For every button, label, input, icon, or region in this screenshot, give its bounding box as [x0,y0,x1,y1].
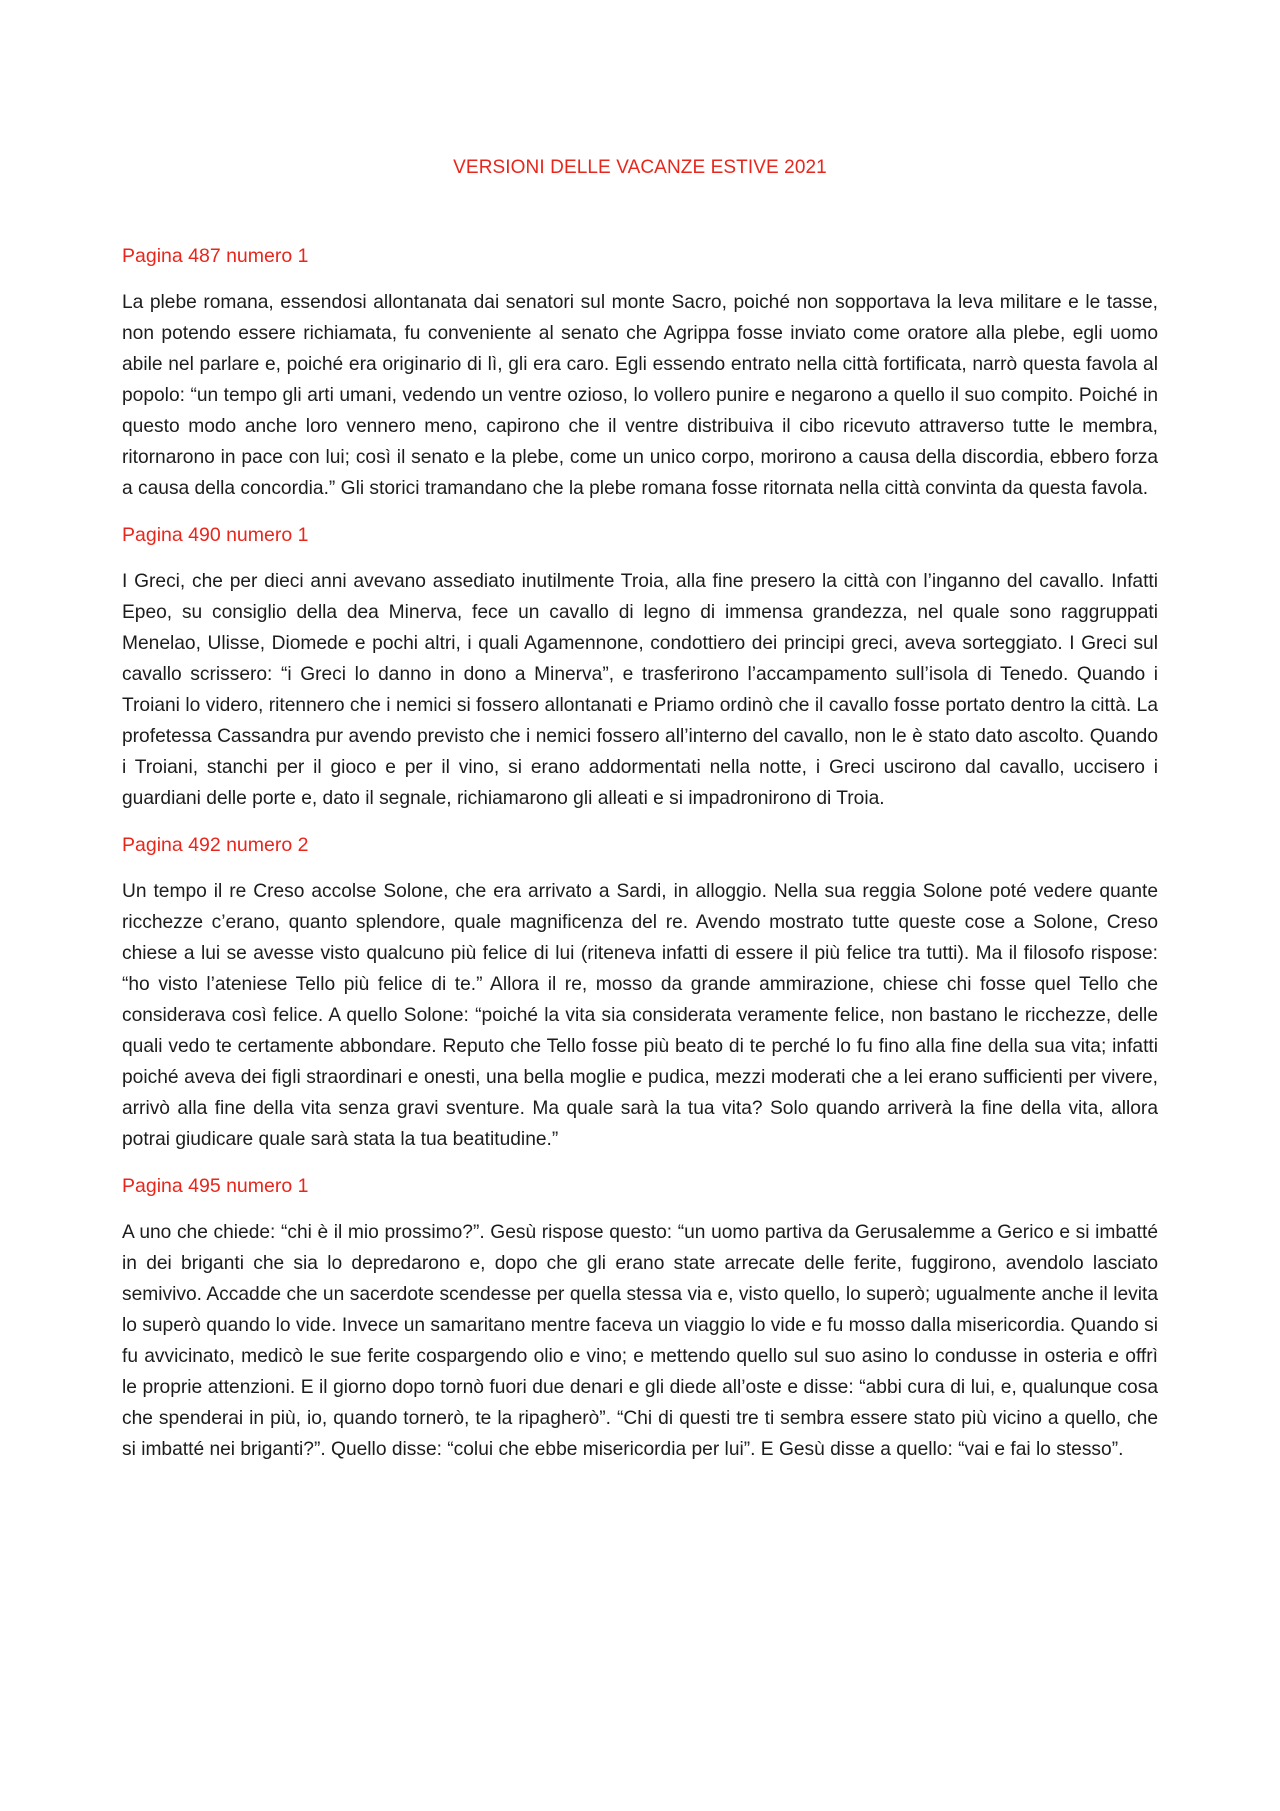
section-heading: Pagina 495 numero 1 [122,1175,309,1197]
section-body: I Greci, che per dieci anni avevano assediato inutilmente Troia, alla fine presero la città con l’inganno del cavallo. Infatti Epeo, su consiglio della dea Minerva, fece un cavallo di legno di immensa grandezza, nel quale sono raggruppati Menelao, Ulisse, Diomede e pochi altri, i quali Agamennone, condottiero dei principi greci, aveva sorteggiato. I Greci sul cavallo scrissero: “i Greci lo danno in dono a Minerva”, e trasferirono l’accampamento sull’isola di Tenedo. Quando i Troiani lo videro, ritennero che i nemici si fossero allontanati e Priamo ordinò che il cavallo fosse portato dentro la città. La profetessa Cassandra pur avendo previsto che i nemici fossero all’interno del cavallo, non le è stato dato ascolto. Quando i Troiani, stanchi per il gioco e per il vino, si erano addormentati nella notte, i Greci uscirono dal cavallo, uccisero i guardiani delle porte e, dato il segnale, richiamarono gli alleati e si impadronirono di Troia. [122,571,1158,809]
section-heading: Pagina 490 numero 1 [122,524,309,546]
section-heading: Pagina 492 numero 2 [122,834,309,856]
section-page-495 [122,1173,1158,1465]
section-page-490 [122,522,1158,814]
section-body: Un tempo il re Creso accolse Solone, che era arrivato a Sardi, in alloggio. Nella sua reggia Solone poté vedere quante ricchezze c’erano, quanto splendore, quale magnificenza del re. Avendo mostrato tutte queste cose a Solone, Creso chiese a lui se avesse visto qualcuno più felice di lui (riteneva infatti di essere il più felice tra tutti). Ma il filosofo rispose: “ho visto l’ateniese Tello più felice di te.” Allora il re, mosso da grande ammirazione, chiese chi fosse quel Tello che considerava così felice. A quello Solone: “poiché la vita sia considerata veramente felice, non bastano le ricchezze, delle quali vedo te certamente abbondare. Reputo che Tello fosse più beato di te perché lo fu fino alla fine della sua vita; infatti poiché aveva dei figli straordinari e onesti, una bella moglie e pudica, mezzi moderati che a lei erano sufficienti per vivere, arrivò alla fine della vita senza gravi sventure. Ma quale sarà la tua vita? Solo quando arriverà la fine della vita, allora potrai giudicare quale sarà stata la tua beatitudine.” [122,881,1158,1150]
section-body: La plebe romana, essendosi allontanata dai senatori sul monte Sacro, poiché non sopportava la leva militare e le tasse, non potendo essere richiamata, fu conveniente al senato che Agrippa fosse inviato come oratore alla plebe, egli uomo abile nel parlare e, poiché era originario di lì, gli era caro. Egli essendo entrato nella città fortificata, narrò questa favola al popolo: “un tempo gli arti umani, vedendo un ventre ozioso, lo vollero punire e negarono a quello il suo compito. Poiché in questo modo anche loro vennero meno, capirono che il ventre distribuiva il cibo ricevuto attraverso tutte le membra, ritornarono in pace con lui; così il senato e la plebe, come un unico corpo, morirono a causa della discordia, ebbero forza a causa della concordia.” Gli storici tramandano che la plebe romana fosse ritornata nella città convinta da questa favola. [122,292,1158,499]
section-page-492 [122,832,1158,1155]
section-body: A uno che chiede: “chi è il mio prossimo?”. Gesù rispose questo: “un uomo partiva da Gerusalemme a Gerico e si imbatté in dei briganti che sia lo depredarono e, dopo che gli erano state arrecate delle ferite, fuggirono, avendolo lasciato semivivo. Accadde che un sacerdote scendesse per quella stessa via e, visto quello, lo superò; ugualmente anche il levita lo superò quando lo vide. Invece un samaritano mentre faceva un viaggio lo vide e fu mosso dalla misericordia. Quando si fu avvicinato, medicò le sue ferite cospargendo olio e vino; e mettendo quello sul suo asino lo condusse in osteria e offrì le proprie attenzioni. E il giorno dopo tornò fuori due denari e gli diede all’oste e disse: “abbi cura di lui, e, qualunque cosa che spenderai in più, io, quando tornerò, te la ripagherò”. “Chi di questi tre ti sembra essere stato più vicino a quello, che si imbatté nei briganti?”. Quello disse: “colui che ebbe misericordia per lui”. E Gesù disse a quello: “vai e fai lo stesso”. [122,1222,1158,1460]
section-heading: Pagina 487 numero 1 [122,245,309,267]
document-title: VERSIONI DELLE VACANZE ESTIVE 2021 [453,157,827,178]
section-page-487 [122,243,1158,504]
